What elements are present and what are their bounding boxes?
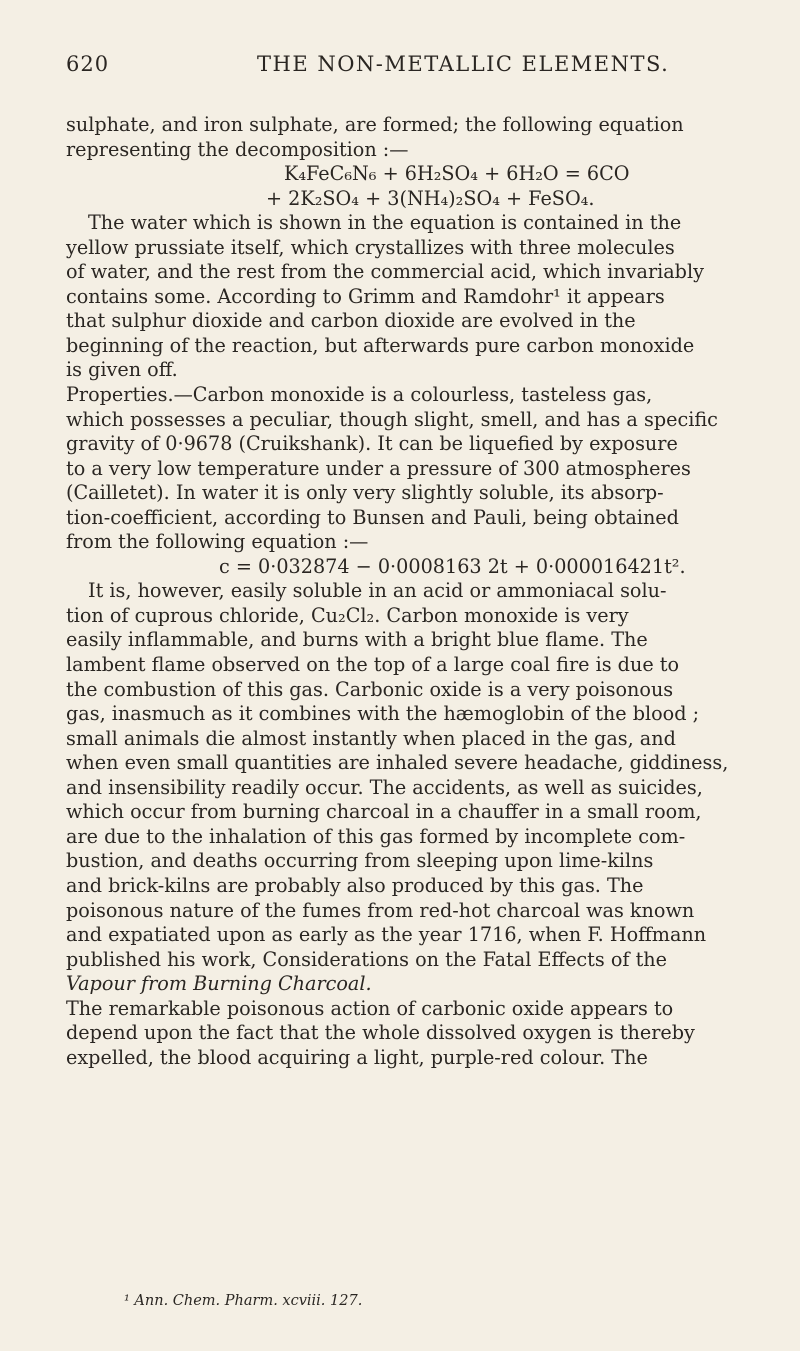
text-line: that sulphur dioxide and carbon dioxide are evolved in the bbox=[66, 309, 636, 333]
text-line: lambent flame observed on the top of a large coal fire is due to bbox=[66, 653, 680, 677]
chemical-equation-line: + 2K₂SO₄ + 3(NH₄)₂SO₄ + FeSO₄. bbox=[266, 186, 595, 210]
text-line: of water, and the rest from the commercial acid, which invariably bbox=[66, 260, 704, 284]
text-line: beginning of the reaction, but afterwards pure carbon monoxide bbox=[66, 333, 695, 357]
chemical-equation-line: K₄FeC₆N₆ + 6H₂SO₄ + 6H₂O = 6CO bbox=[284, 162, 630, 186]
body-text bbox=[66, 113, 762, 1070]
text-line: The remarkable poisonous action of carbonic oxide appears to bbox=[66, 996, 674, 1020]
footnote: ¹ Ann. Chem. Pharm. xcviii. 127. bbox=[124, 1293, 363, 1309]
page-number: 620 bbox=[66, 52, 110, 76]
text-line: is given off. bbox=[66, 358, 178, 382]
text-line: sulphate, and iron sulphate, are formed; the following equation bbox=[66, 113, 684, 136]
text-line: representing the decomposition :— bbox=[66, 137, 409, 161]
text-line: when even small quantities are inhaled severe headache, giddiness, bbox=[66, 751, 729, 775]
text-line: yellow prussiate itself, which crystallizes with three molecules bbox=[66, 235, 675, 259]
running-title: THE NON-METALLIC ELEMENTS. bbox=[257, 52, 670, 76]
text-line: and insensibility readily occur. The accidents, as well as suicides, bbox=[66, 775, 703, 799]
properties-heading-line: Properties.—Carbon monoxide is a colourless, tasteless gas, bbox=[66, 383, 653, 407]
text-line: to a very low temperature under a pressure of 300 atmospheres bbox=[66, 456, 691, 480]
text-line: tion-coefficient, according to Bunsen and Pauli, being obtained bbox=[66, 505, 679, 529]
text-line: poisonous nature of the fumes from red-hot charcoal was known bbox=[66, 898, 695, 922]
text-line: from the following equation :— bbox=[66, 530, 369, 554]
text-line: published his work, Considerations on the Fatal Effects of the bbox=[66, 947, 668, 971]
text-line: It is, however, easily soluble in an acid or ammoniacal solu- bbox=[88, 579, 667, 603]
text-line: expelled, the blood acquiring a light, purple-red colour. The bbox=[66, 1045, 648, 1069]
text-line: small animals die almost instantly when placed in the gas, and bbox=[66, 726, 676, 750]
text-line: and brick-kilns are probably also produced by this gas. The bbox=[66, 873, 644, 897]
text-line: tion of cuprous chloride, Cu₂Cl₂. Carbon monoxide is very bbox=[66, 603, 629, 627]
text-line: bustion, and deaths occurring from sleeping upon lime-kilns bbox=[66, 849, 654, 873]
text-line: which possesses a peculiar, though slight, smell, and has a specific bbox=[66, 407, 718, 431]
absorption-equation-line: c = 0·032874 − 0·0008163 2t + 0·000016421t². bbox=[219, 554, 686, 578]
text-line: contains some. According to Grimm and Ramdohr¹ it appears bbox=[66, 284, 665, 308]
text-line: (Cailletet). In water it is only very slightly soluble, its absorp- bbox=[66, 481, 664, 505]
text-line: gravity of 0·9678 (Cruikshank). It can be liquefied by exposure bbox=[66, 432, 678, 456]
text-line: and expatiated upon as early as the year 1716, when F. Hoffmann bbox=[66, 923, 707, 947]
text-line: are due to the inhalation of this gas formed by incomplete com- bbox=[66, 824, 686, 848]
text-line: depend upon the fact that the whole dissolved oxygen is thereby bbox=[66, 1021, 695, 1045]
text-line: The water which is shown in the equation is contained in the bbox=[88, 211, 682, 235]
text-line: the combustion of this gas. Carbonic oxide is a very poisonous bbox=[66, 677, 674, 701]
book-title-line: Vapour from Burning Charcoal. bbox=[66, 972, 372, 996]
text-line: which occur from burning charcoal in a chauffer in a small room, bbox=[66, 800, 702, 824]
text-line: gas, inasmuch as it combines with the hæmoglobin of the blood ; bbox=[66, 702, 700, 726]
text-line: easily inflammable, and burns with a bright blue flame. The bbox=[66, 628, 648, 652]
